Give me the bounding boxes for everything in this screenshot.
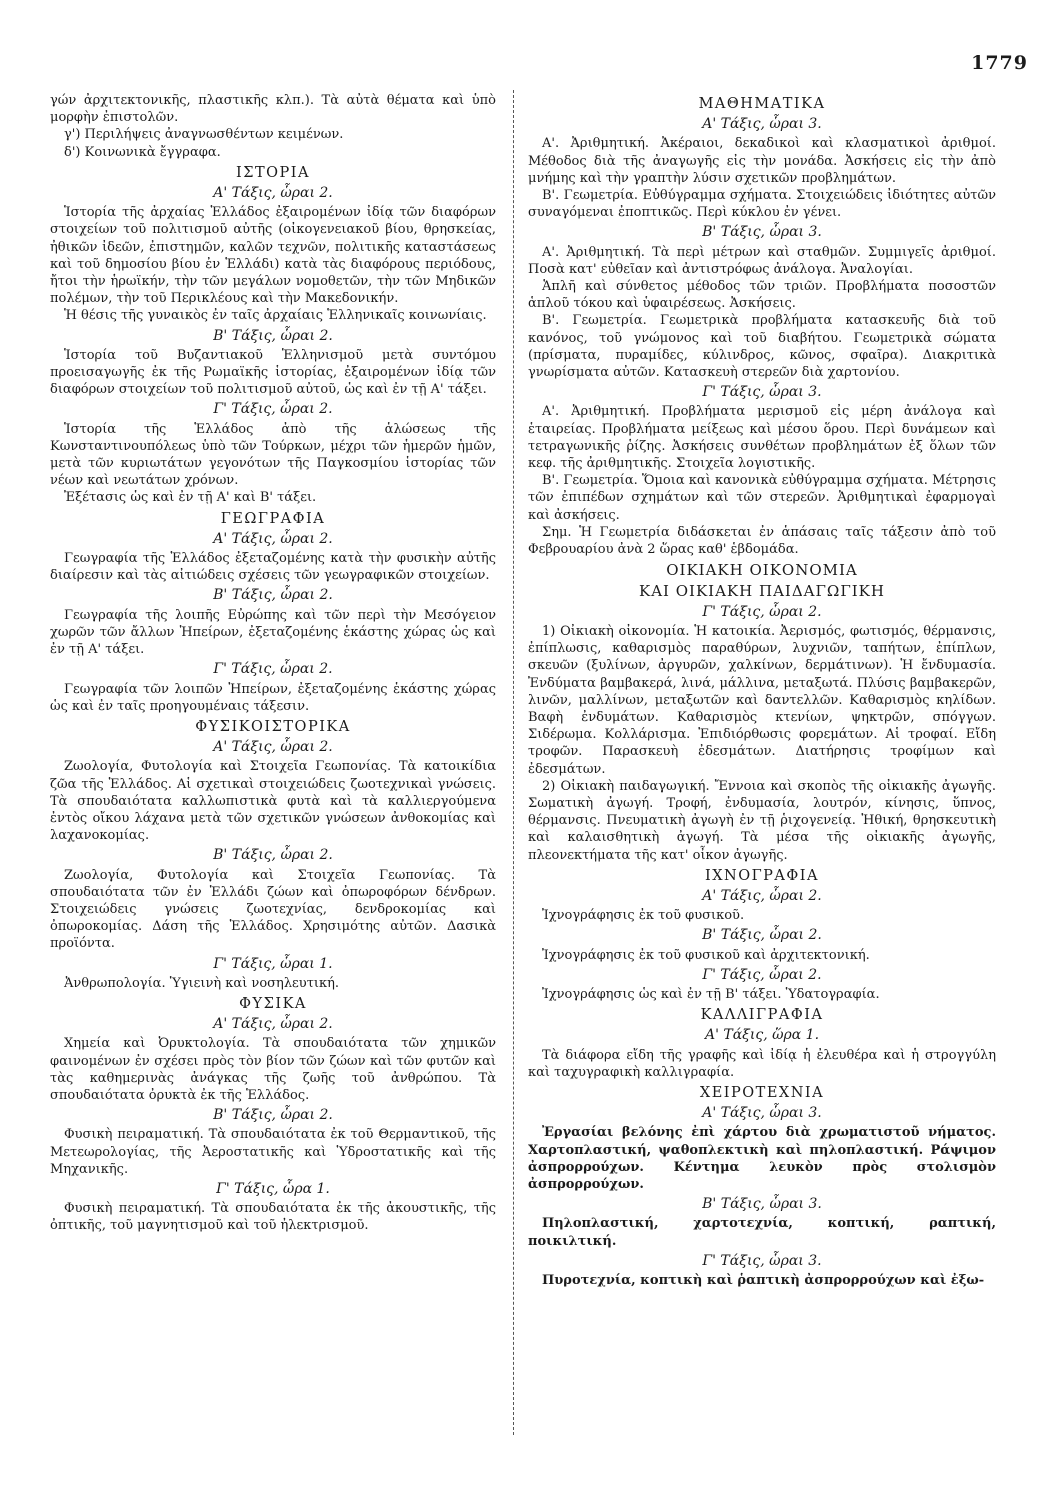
paragraph: δ') Κοινωνικὰ ἔγγραφα.	[64, 144, 221, 160]
class-heading: Γ' Τάξις, ὧραι 2.	[213, 661, 333, 678]
paragraph: 2) Οἰκιακὴ παιδαγωγική. Ἔννοια καὶ σκοπὸς τῆς οἰκιακῆς ἀγωγῆς. Σωματικὴ ἀγωγή. Τροφή, ἐνδυμασία, λουτρόν, κίνησις, ὕπνος, θέρμανσις. Πνευματικὴ ἀγωγὴ ἐν τῇ ῥιχογενείᾳ. Ἠθική, θρησκευτικὴ καὶ καλαισθητικὴ ἀγωγή. Τὰ μέσα τῆς οἰκιακῆς ἀγωγῆς, πλεονεκτήματα τῆς κατ' οἶκον ἀγωγῆς.	[528, 778, 996, 863]
page-number: 1779	[971, 52, 1028, 74]
paragraph: Ἱστορία τῆς Ἑλλάδος ἀπὸ τῆς ἁλώσεως τῆς Κωνσταντινουπόλεως ὑπὸ τῶν Τούρκων, μέχρι τῶν ἡμερῶν ἡμῶν, μετὰ τῶν κυριωτάτων γεγονότων τῆς Παγκοσμίου ἱστορίας τῶν νέων καὶ νεωτάτων χρόνων.	[50, 421, 496, 489]
paragraph: Ἱστορία τοῦ Βυζαντιακοῦ Ἑλληνισμοῦ μετὰ συντόμου προεισαγωγῆς ἐκ τῆς Ρωμαϊκῆς ἱστορίας, ἐξαιρομένων ἰδίᾳ τῶν διαφόρων στοιχείων τοῦ πολιτισμοῦ αὐτοῦ, ὡς καὶ ἐν τῇ Α' τάξει.	[50, 347, 496, 398]
class-heading: Β' Τάξις, ὧραι 2.	[213, 1107, 333, 1124]
class-heading: Α' Τάξις, ὧραι 3.	[702, 116, 822, 133]
section-heading: ΚΑΙ ΟΙΚΙΑΚΗ ΠΑΙΔΑΓΩΓΙΚΗ	[639, 582, 885, 601]
section-heading: ΓΕΩΓΡΑΦΙΑ	[220, 510, 326, 527]
class-heading: Γ' Τάξις, ὧραι 2.	[702, 966, 822, 983]
paragraph: Γεωγραφία τῆς Ἑλλάδος ἐξεταζομένης κατὰ τὴν φυσικὴν αὐτῆς διαίρεσιν καὶ τὰς αἰτιώδεις σχέσεις τῶν γεωγραφικῶν στοιχείων.	[50, 551, 496, 584]
paragraph: Ἰχνογράφησις ὡς καὶ ἐν τῇ Β' τάξει. Ὑδατογραφία.	[542, 986, 880, 1002]
right-column	[528, 92, 996, 1289]
section-heading: ΜΑΘΗΜΑΤΙΚΑ	[698, 96, 826, 112]
section-heading: ΦΥΣΙΚΑ	[239, 995, 307, 1012]
paragraph: Χημεία καὶ Ὀρυκτολογία. Τὰ σπουδαιότατα τῶν χημικῶν φαινομένων ἐν σχέσει πρὸς τὸν βίον τῶν ζώων καὶ τῶν φυτῶν καὶ τὰς καθημερινὰς ἀνάγκας τῆς ζωῆς τοῦ ἀνθρώπου. Τὰ σπουδαιότατα ὀρυκτὰ ἐκ τῆς Ἑλλάδος.	[50, 1036, 496, 1103]
paragraph: 1) Οἰκιακὴ οἰκονομία. Ἡ κατοικία. Ἀερισμός, φωτισμός, θέρμανσις, ἐπίπλωσις, καθαρισμὸς παραθύρων, λυχνιῶν, ταπήτων, ἐπίπλων, σκευῶν (ξυλίνων, ἀργυρῶν, χαλκίνων, δερμάτινων). Ἡ ἔνδυμασία. Ἐνδύματα βαμβακερά, λινά, μάλλινα, μεταξωτά. Πλύσις βαμβακερῶν, λινῶν, μαλλίνων, μεταξωτῶν καὶ δαντελλῶν. Καθαρισμὸς κηλίδων. Βαφὴ ἐνδυμάτων. Καθαρισμὸς κτενίων, ψηκτρῶν, σπόγγων. Σιδέρωμα. Κολλάρισμα. Ἐπιδιόρθωσις φορεμάτων. Αἱ τροφαί. Εἴδη τροφῶν. Παρασκευὴ ἐδεσμάτων. Διατήρησις τροφίμων καὶ ἐδεσμάτων.	[528, 623, 996, 777]
class-heading: Α' Τάξις, ὧραι 2.	[213, 1016, 333, 1033]
paragraph: Β'. Γεωμετρία. Γεωμετρικὰ προβλήματα κατασκευῆς διὰ τοῦ κανόνος, τοῦ γνώμονος καὶ τοῦ διαβήτου. Γεωμετρικὰ σώματα (πρίσματα, πυραμίδες, κύλινδρος, κῶνος, σφαῖρα). Διακριτικὰ γνωρίσματα αὐτῶν. Κατασκευὴ στερεῶν διὰ χαρτονίου.	[528, 313, 996, 381]
paragraph: Σημ. Ἡ Γεωμετρία διδάσκεται ἐν ἁπάσαις ταῖς τάξεσιν ἀπὸ τοῦ Φεβρουαρίου ἀνὰ 2 ὥρας καθ' ἑβδομάδα.	[528, 524, 996, 558]
paragraph: Φυσικὴ πειραματική. Τὰ σπουδαιότατα ἐκ τοῦ Θερμαντικοῦ, τῆς Μετεωρολογίας, τῆς Ἀεροστατικῆς καὶ Ὑδροστατικῆς καὶ τῆς Μηχανικῆς.	[50, 1127, 496, 1177]
class-heading: Β' Τάξις, ὧραι 2.	[213, 327, 333, 344]
section-heading: ΧΕΙΡΟΤΕΧΝΙΑ	[699, 1084, 825, 1101]
paragraph: Ἐξέτασις ὡς καὶ ἐν τῇ Α' καὶ Β' τάξει.	[64, 490, 317, 506]
paragraph: γών ἀρχιτεκτονικῆς, πλαστικῆς κλπ.). Τὰ αὐτὰ θέματα καὶ ὑπὸ μορφὴν ἐπιστολῶν.	[50, 93, 496, 126]
paragraph: Ἁπλῆ καὶ σύνθετος μέθοδος τῶν τριῶν. Προβλήματα ποσοστῶν ἁπλοῦ τόκου καὶ ὑφαιρέσεως. Ἀσκήσεις.	[528, 279, 996, 312]
paragraph: Ἱστορία τῆς ἀρχαίας Ἑλλάδος ἐξαιρομένων ἰδίᾳ τῶν διαφόρων στοιχείων τοῦ πολιτισμοῦ αὐτῆς (οἰκογενειακοῦ βίου, θρησκείας, ἠθικῶν ἰδεῶν, ἐπιστημῶν, καλῶν τεχνῶν, πολιτικῆς καταστάσεως καὶ τοῦ δημοσίου βίου ἐν Ἑλλάδι) κατὰ τὰς διαφόρους περιόδους, ἤτοι τὴν ἡρωϊκήν, τὴν τῶν μεγάλων νομοθετῶν, τὴν τῶν Μηδικῶν πολέμων, τὴν τοῦ Περικλέους καὶ τὴν Μακεδονικήν.	[50, 205, 496, 307]
class-heading: Α' Τάξις, ὥρα 1.	[704, 1027, 820, 1044]
class-heading: Β' Τάξις, ὧραι 2.	[213, 587, 333, 604]
section-heading: ΙΧΝΟΓΡΑΦΙΑ	[704, 867, 819, 884]
paragraph: Ζωολογία, Φυτολογία καὶ Στοιχεῖα Γεωπονίας. Τὰ σπουδαιότατα τῶν ἐν Ἑλλάδι ζώων καὶ ὀπωροφόρων δένδρων. Στοιχειώδεις γνώσεις ζωοτεχνίας, δενδροκομίας καὶ ὀπωροκομίας. Δάση τῆς Ἑλλάδος. Χρησιμότης αὐτῶν. Δασικὰ προϊόντα.	[50, 867, 496, 952]
class-heading: Α' Τάξις, ὧραι 2.	[213, 530, 333, 547]
class-heading: Γ' Τάξις, ὧραι 3.	[702, 384, 822, 401]
column-divider	[513, 90, 515, 1435]
section-heading: ΙΣΤΟΡΙΑ	[236, 164, 310, 181]
paragraph: Ἰχνογράφησις ἐκ τοῦ φυσικοῦ καὶ ἀρχιτεκτονική.	[542, 947, 870, 963]
paragraph: Ἐργασίαι βελόνης ἐπὶ χάρτου διὰ χρωματιστοῦ νήματος. Χαρτοπλαστική, ψαθοπλεκτικὴ καὶ πηλοπλαστική. Ράψιμον ἀσπρορρούχων. Κέντημα λευκὸν πρὸς στολισμὸν ἀσπρορρούχων.	[528, 1125, 996, 1192]
class-heading: Γ' Τάξις, ὧραι 2.	[702, 603, 822, 620]
paragraph: Ἰχνογράφησις ἐκ τοῦ φυσικοῦ.	[542, 908, 745, 924]
paragraph: Ζωολογία, Φυτολογία καὶ Στοιχεῖα Γεωπονίας. Τὰ κατοικίδια ζῶα τῆς Ἑλλάδος. Αἱ σχετικαὶ στοιχειώδεις ζωοτεχνικαὶ γνώσεις. Τὰ σπουδαιότατα καλλωπιστικὰ φυτὰ καὶ τὰ καλλιεργούμενα ἐντὸς οἴκου λάχανα μετὰ τῶν σχετικῶν γνώσεων ἀνθοκομίας καὶ λαχανοκομίας.	[50, 759, 496, 844]
class-heading: Β' Τάξις, ὧραι 2.	[213, 847, 333, 864]
section-heading: ΟΙΚΙΑΚΗ ΟΙΚΟΝΟΜΙΑ	[666, 561, 858, 580]
paragraph: Β'. Γεωμετρία. Εὐθύγραμμα σχήματα. Στοιχειώδεις ἰδιότητες αὐτῶν συναγόμεναι ἐποπτικῶς. Περὶ κύκλου ἐν γένει.	[528, 188, 996, 221]
class-heading: Γ' Τάξις, ὧραι 2.	[213, 401, 333, 418]
paragraph: Φυσικὴ πειραματική. Τὰ σπουδαιότατα ἐκ τῆς ἀκουστικῆς, τῆς ὀπτικῆς, τοῦ μαγνητισμοῦ καὶ τοῦ ἠλεκτρισμοῦ.	[50, 1201, 496, 1234]
paragraph: Τὰ διάφορα εἴδη τῆς γραφῆς καὶ ἰδίᾳ ἡ ἐλευθέρα καὶ ἡ στρογγύλη καὶ ταχυγραφικὴ καλλιγραφία.	[528, 1047, 996, 1080]
paragraph: Πυροτεχνία, κοπτικὴ καὶ ῥαπτικὴ ἀσπρορρούχων καὶ ἐξω-	[542, 1273, 985, 1288]
class-heading: Β' Τάξις, ὧραι 2.	[702, 927, 822, 944]
paragraph: Α'. Ἀριθμητική. Προβλήματα μερισμοῦ εἰς μέρη ἀνάλογα καὶ ἑταιρείας. Προβλήματα μείξεως καὶ μέσου ὅρου. Περὶ δυνάμεων καὶ τετραγωνικῆς ῥίζης. Ἀσκήσεις συνθέτων προβλημάτων ἐξ ὅλων τῶν κεφ. τῆς ἀριθμητικῆς. Στοιχεῖα λογιστικῆς.	[528, 404, 996, 472]
class-heading: Γ' Τάξις, ὧρα 1.	[216, 1180, 330, 1197]
class-heading: Β' Τάξις, ὧραι 3.	[702, 1196, 822, 1213]
paragraph: Ἡ θέσις τῆς γυναικὸς ἐν ταῖς ἀρχαίαις Ἑλληνικαῖς κοινωνίαις.	[64, 308, 487, 324]
section-heading: ΦΥΣΙΚΟΙΣΤΟΡΙΚΑ	[195, 718, 351, 735]
paragraph: Πηλοπλαστική, χαρτοτεχνία, κοπτική, ραπτική, ποικιλτική.	[528, 1216, 996, 1249]
class-heading: Α' Τάξις, ὧραι 3.	[702, 1105, 822, 1122]
paragraph: Ἀνθρωπολογία. Ὑγιεινὴ καὶ νοσηλευτική.	[64, 975, 340, 991]
class-heading: Α' Τάξις, ὧραι 2.	[213, 739, 333, 756]
paragraph: Β'. Γεωμετρία. Ὅμοια καὶ κανονικὰ εὐθύγραμμα σχήματα. Μέτρησις τῶν ἐπιπέδων σχημάτων καὶ τῶν στερεῶν. Ἀριθμητικαὶ ἐφαρμογαὶ καὶ ἀσκήσεις.	[528, 473, 996, 523]
class-heading: Α' Τάξις, ὧραι 2.	[213, 185, 333, 202]
class-heading: Β' Τάξις, ὧραι 3.	[702, 224, 822, 241]
paragraph: Γεωγραφία τῆς λοιπῆς Εὐρώπης καὶ τῶν περὶ τὴν Μεσόγειον χωρῶν τῶν ἄλλων Ἠπείρων, ἐξεταζομένης ἑκάστης χώρας ὡς καὶ ἐν τῇ Α' τάξει.	[50, 607, 496, 658]
class-heading: Γ' Τάξις, ὧραι 3.	[702, 1252, 822, 1269]
left-column	[50, 92, 496, 1235]
paragraph: Γεωγραφία τῶν λοιπῶν Ἠπείρων, ἐξεταζομένης ἑκάστης χώρας ὡς καὶ ἐν ταῖς προηγουμέναις τάξεσιν.	[50, 681, 496, 714]
paragraph: Α'. Ἀριθμητική. Τὰ περὶ μέτρων καὶ σταθμῶν. Συμμιγεῖς ἀριθμοί. Ποσὰ κατ' εὐθεῖαν καὶ ἀντιστρόφως ἀνάλογα. Ἀναλογίαι.	[528, 244, 996, 277]
class-heading: Α' Τάξις, ὧραι 2.	[702, 887, 822, 904]
class-heading: Γ' Τάξις, ὧραι 1.	[213, 955, 333, 972]
paragraph: Α'. Ἀριθμητική. Ἀκέραιοι, δεκαδικοὶ καὶ κλασματικοὶ ἀριθμοί. Μέθοδος διὰ τῆς ἀναγωγῆς εἰς τὴν μονάδα. Ἀσκήσεις εἰς τὴν ἀπὸ μνήμης καὶ τὴν γραπτὴν λύσιν σχετικῶν προβλημάτων.	[528, 136, 996, 186]
section-heading: ΚΑΛΛΙΓΡΑΦΙΑ	[700, 1007, 824, 1024]
paragraph: γ') Περιλήψεις ἀναγνωσθέντων κειμένων.	[64, 127, 344, 143]
